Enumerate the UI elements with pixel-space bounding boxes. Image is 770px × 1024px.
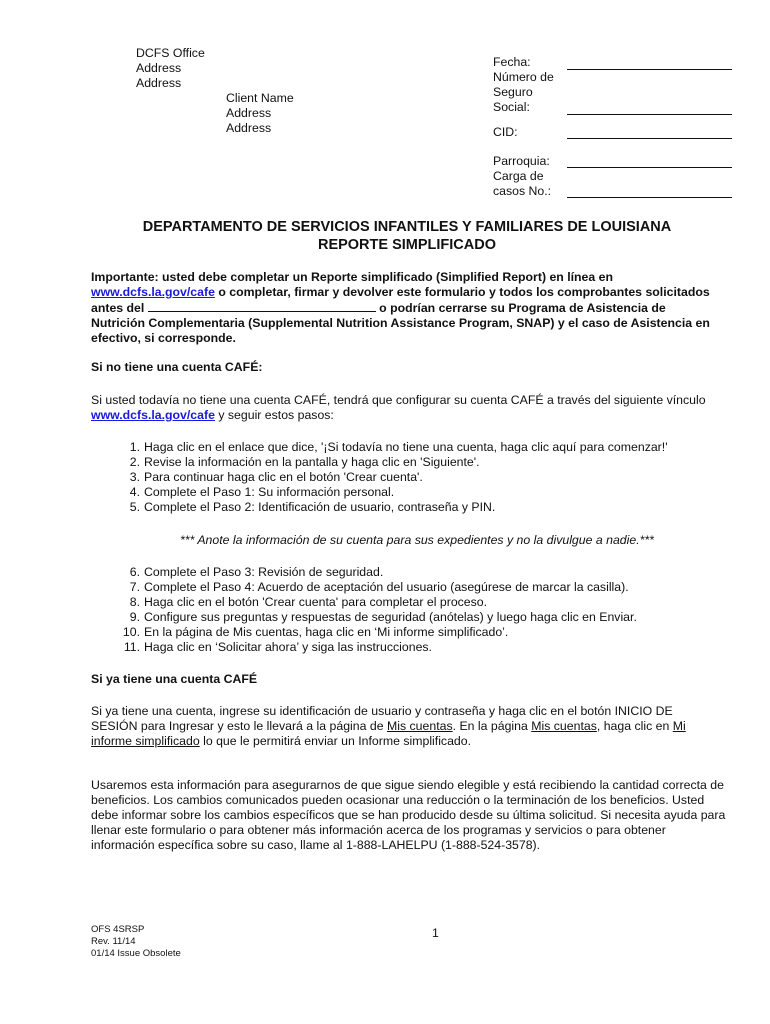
office-address-line: Address [136, 61, 182, 75]
account-note: *** Anote la información de su cuenta para sus expedientes y no la divulgue a nadie.*** [180, 533, 654, 547]
step-text: Revise la información en la pantalla y haga clic en 'Siguiente'. [144, 455, 480, 469]
has-account-text: Si ya tiene una cuenta, ingrese su identificación de usuario y contraseña y haga clic en el botón INICIO DE SESIÓN para Ingresar y esto le llevará a la página de Mis cuentas. En la página Mis cuentas, haga clic en Mi informe simplificado lo que le permitirá enviar un Informe simplificado. [91, 704, 686, 748]
steps-list-b [120, 565, 637, 655]
list-item [120, 610, 637, 625]
step-number: 8. [129, 595, 140, 609]
client-address-line: Address [226, 121, 272, 135]
office-address-line: Address [136, 76, 182, 90]
cid-label: CID: [493, 125, 518, 139]
step-text: Complete el Paso 1: Su información personal. [144, 485, 395, 499]
client-address-line: Address [226, 106, 272, 120]
fecha-label: Fecha: [493, 55, 531, 69]
deadline-field[interactable] [148, 300, 376, 312]
footer-form-info [91, 924, 181, 960]
list-item [120, 500, 668, 515]
step-text: Complete el Paso 2: Identificación de usuario, contraseña y PIN. [144, 500, 496, 514]
no-account-heading: Si no tiene una cuenta CAFÉ: [91, 360, 263, 374]
list-item [120, 440, 668, 455]
step-text: Para continuar haga clic en el botón 'Crear cuenta'. [144, 470, 423, 484]
page-number: 1 [432, 926, 439, 940]
cafe-link[interactable]: www.dcfs.la.gov/cafe [91, 408, 215, 422]
cafe-link[interactable]: www.dcfs.la.gov/cafe [91, 285, 215, 299]
steps-list-a [120, 440, 668, 515]
office-name: DCFS Office [136, 46, 205, 60]
list-item [120, 565, 637, 580]
caseload-label: Carga de casos No.: [493, 169, 552, 198]
caseload-field[interactable] [567, 197, 732, 198]
step-number: 10. [122, 625, 140, 639]
list-item [120, 640, 637, 655]
step-text: Complete el Paso 3: Revisión de seguridad. [144, 565, 384, 579]
step-number: 4. [129, 485, 140, 499]
list-item [120, 485, 668, 500]
form-number: OFS 4SRSP [91, 924, 145, 935]
list-item [120, 595, 637, 610]
client-name: Client Name [226, 91, 294, 105]
step-number: 7. [129, 580, 140, 594]
step-number: 6. [129, 565, 140, 579]
step-number: 11. [123, 640, 140, 654]
office-address [136, 46, 205, 91]
step-text: Haga clic en el enlace que dice, '¡Si todavía no tiene una cuenta, haga clic aquí para comenzar!' [144, 440, 668, 454]
has-account-heading: Si ya tiene una cuenta CAFÉ [91, 672, 258, 686]
cid-field[interactable] [567, 138, 732, 139]
closing-paragraph: Usaremos esta información para asegurarnos de que sigue siendo elegible y está recibiendo la cantidad correcta de beneficios. Los cambios comunicados pueden ocasionar una reducción o la terminación de los beneficios. Usted debe informar sobre los cambios específicos que se han producido desde su última solicitud. Si necesita ayuda para llenar este formulario o para obtener más información acerca de los programas y servicios o para obtener información específica sobre su caso, llame al 1-888-LAHELPU (1-888-524-3578). [91, 778, 726, 852]
ssn-field[interactable] [567, 114, 732, 115]
step-text: En la página de Mis cuentas, haga clic en ‘Mi informe simplificado’. [144, 625, 509, 639]
step-number: 5. [129, 500, 140, 514]
parroquia-field[interactable] [567, 167, 732, 168]
step-number: 1. [129, 440, 140, 454]
list-item [120, 470, 668, 485]
step-text: Haga clic en ‘Solicitar ahora’ y siga las instrucciones. [144, 640, 432, 654]
client-address [226, 91, 294, 136]
document-title: DEPARTAMENTO DE SERVICIOS INFANTILES Y FAMILIARES DE LOUISIANA REPORTE SIMPLIFICADO [142, 219, 672, 253]
step-number: 3. [129, 470, 140, 484]
list-item [120, 625, 637, 640]
list-item [120, 455, 668, 470]
step-number: 9. [129, 610, 140, 624]
list-item [120, 580, 637, 595]
step-text: Configure sus preguntas y respuestas de seguridad (anótelas) y luego haga clic en Enviar. [144, 610, 637, 624]
important-notice: Importante: usted debe completar un Reporte simplificado (Simplified Report) en línea en www.dcfs.la.gov/cafe o completar, firmar y devolver este formulario y todos los comprobantes solicitados antes del o podrían cerrarse su Programa de Asistencia de Nutrición Complementaria (Supplemental Nutrition Assistance Program, SNAP) y el caso de Asistencia en efectivo, si corresponde. [91, 270, 710, 345]
revision: Rev. 11/14 [91, 936, 136, 947]
step-text: Complete el Paso 4: Acuerdo de aceptación del usuario (asegúrese de marcar la casilla). [144, 580, 629, 594]
fecha-field[interactable] [567, 69, 732, 70]
no-account-intro: Si usted todavía no tiene una cuenta CAFÉ, tendrá que configurar su cuenta CAFÉ a través del siguiente vínculo www.dcfs.la.gov/cafe y seguir estos pasos: [91, 393, 706, 422]
ssn-label: Número de Seguro Social: [493, 70, 554, 114]
step-number: 2. [129, 455, 140, 469]
parroquia-label: Parroquia: [493, 154, 550, 168]
step-text: Haga clic en el botón 'Crear cuenta' para completar el proceso. [144, 595, 488, 609]
obsolete-note: 01/14 Issue Obsolete [91, 948, 181, 959]
